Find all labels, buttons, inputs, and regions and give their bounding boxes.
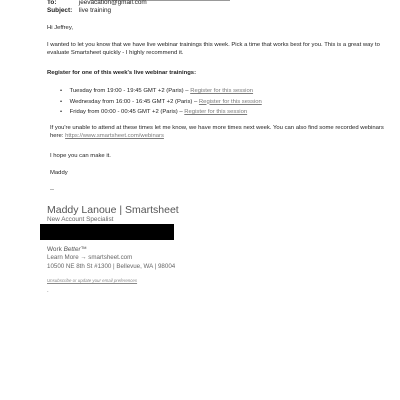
register-link[interactable]: Register for this session xyxy=(190,88,254,94)
to-row xyxy=(47,0,147,7)
subject-label: Subject: xyxy=(47,7,73,14)
hope-line: I hope you can make it. xyxy=(50,153,111,159)
register-link[interactable]: Register for this session xyxy=(198,98,262,105)
session-time: Friday from 00:00 - 00:45 GMT +2 (Paris) – xyxy=(69,109,185,116)
session-item xyxy=(60,97,262,108)
session-item xyxy=(60,107,262,118)
to-label: To: xyxy=(47,0,57,6)
signature-full-name: Maddy Lanoue | Smartsheet xyxy=(47,204,179,216)
webinar-link[interactable]: https://www.smartsheet.com/webinars xyxy=(65,133,164,140)
work-better: Better™ xyxy=(63,246,88,253)
redaction-bar xyxy=(40,224,174,240)
sender-name: Maddy xyxy=(50,170,68,176)
signature-title: New Account Specialist xyxy=(47,216,114,223)
trailing-dot: . xyxy=(47,288,49,294)
subject-value: live training xyxy=(78,7,112,14)
intro-paragraph: I wanted to let you know that we have live webinar trainings this week. Pick a time that works best for you. This is a great way to evaluate Smartsheet quickly - I highly recommend it. xyxy=(47,42,380,57)
learn-more-link[interactable]: Learn More → smartsheet.com xyxy=(47,254,133,261)
unsubscribe-link[interactable]: Unsubscribe or update your email preferences xyxy=(47,278,138,283)
signature-dashes: -- xyxy=(50,187,54,193)
work-better-tagline xyxy=(47,246,87,253)
more-times-text: If you're unable to attend at these times let me know, we have more times next week. You can also find some recorded webinars here: xyxy=(50,125,384,140)
subject-row xyxy=(47,7,111,15)
greeting: Hi Jeffrey, xyxy=(47,25,73,31)
session-item xyxy=(60,86,262,97)
session-time: Wednesday from 16:00 - 16:45 GMT +2 (Paris) – xyxy=(69,98,199,105)
work-prefix: Work xyxy=(47,246,64,253)
register-heading: Register for one of this week's live webinar trainings: xyxy=(47,70,197,76)
session-list xyxy=(60,86,262,118)
session-time: Tuesday from 19:00 - 19:45 GMT +2 (Paris) – xyxy=(69,88,191,94)
address: 10500 NE 8th St #1300 | Bellevue, WA | 98004 xyxy=(47,263,176,270)
register-link[interactable]: Register for this session xyxy=(184,109,248,116)
more-times-paragraph xyxy=(50,124,386,140)
to-value: jeevacation@gmail.com xyxy=(78,0,147,6)
